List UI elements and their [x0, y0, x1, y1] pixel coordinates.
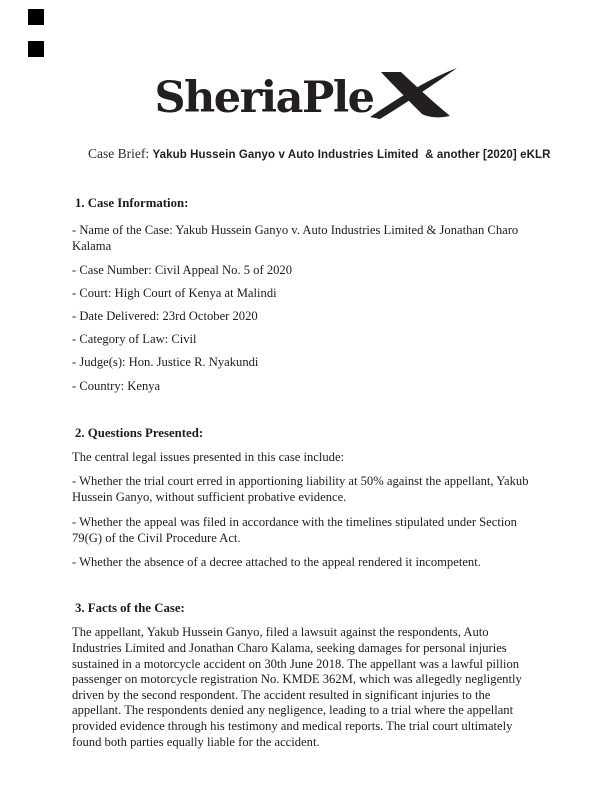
case-info-item-number: - Case Number: Civil Appeal No. 5 of 2020 [72, 262, 293, 277]
logo-wordmark: SheriaPle [154, 73, 374, 123]
document-body [72, 186, 540, 750]
corner-mark-bottom [28, 41, 44, 57]
section-questions-presented [72, 425, 540, 570]
question-item-liability: - Whether the trial court erred in apportioning liability at 50% against the appellant, Yakub Hussein Ganyo, without sufficient probative evidence. [72, 474, 529, 505]
case-brief-line [72, 127, 572, 181]
question-item-decree: - Whether the absence of a decree attached to the appeal rendered it incompetent. [72, 555, 481, 570]
facts-paragraph: The appellant, Yakub Hussein Ganyo, filed a lawsuit against the respondents, Auto Industries Limited and Jonathan Charo Kalama, seeking damages for personal injuries sustained in a motorcycle accident on 30th June 2018. The appellant was a lawful pillion passenger on motorcycle registration No. KMDE 362M, which was allegedly negligently driven by the second respondent. The accident resulted in significant injuries to the appellant. The respondents denied any negligence, leading to a trial where the appellant provided evidence through his testimony and medical reports. The trial court ultimately found both parties equally liable for the accident. [72, 625, 522, 749]
case-info-item-country: - Country: Kenya [72, 378, 161, 393]
case-brief-label: Case Brief: [88, 146, 153, 161]
case-info-item-court: - Court: High Court of Kenya at Malindi [72, 285, 277, 300]
case-info-item-category: - Category of Law: Civil [72, 332, 197, 347]
case-info-item-judges: - Judge(s): Hon. Justice R. Nyakundi [72, 355, 259, 370]
logo-x-swoosh-icon [370, 67, 458, 119]
sheriaplex-logo [0, 62, 612, 123]
case-info-item-date: - Date Delivered: 23rd October 2020 [72, 309, 258, 324]
case-brief-title: Yakub Hussein Ganyo v Auto Industries Limited & another [2020] eKLR [152, 149, 551, 161]
corner-mark-top [28, 9, 44, 25]
section-facts [72, 600, 540, 750]
section-heading: 3. Facts of the Case: [75, 601, 185, 616]
section-heading: 1. Case Information: [75, 196, 189, 210]
question-item-timelines: - Whether the appeal was filed in accordance with the timelines stipulated under Section 79(G) of the Civil Procedure Act. [72, 514, 517, 545]
questions-intro: The central legal issues presented in this case include: [72, 450, 345, 465]
case-info-item-name: - Name of the Case: Yakub Hussein Ganyo v. Auto Industries Limited & Jonathan Charo Kalama [72, 223, 519, 254]
section-case-information [72, 195, 540, 394]
section-heading: 2. Questions Presented: [75, 425, 204, 440]
